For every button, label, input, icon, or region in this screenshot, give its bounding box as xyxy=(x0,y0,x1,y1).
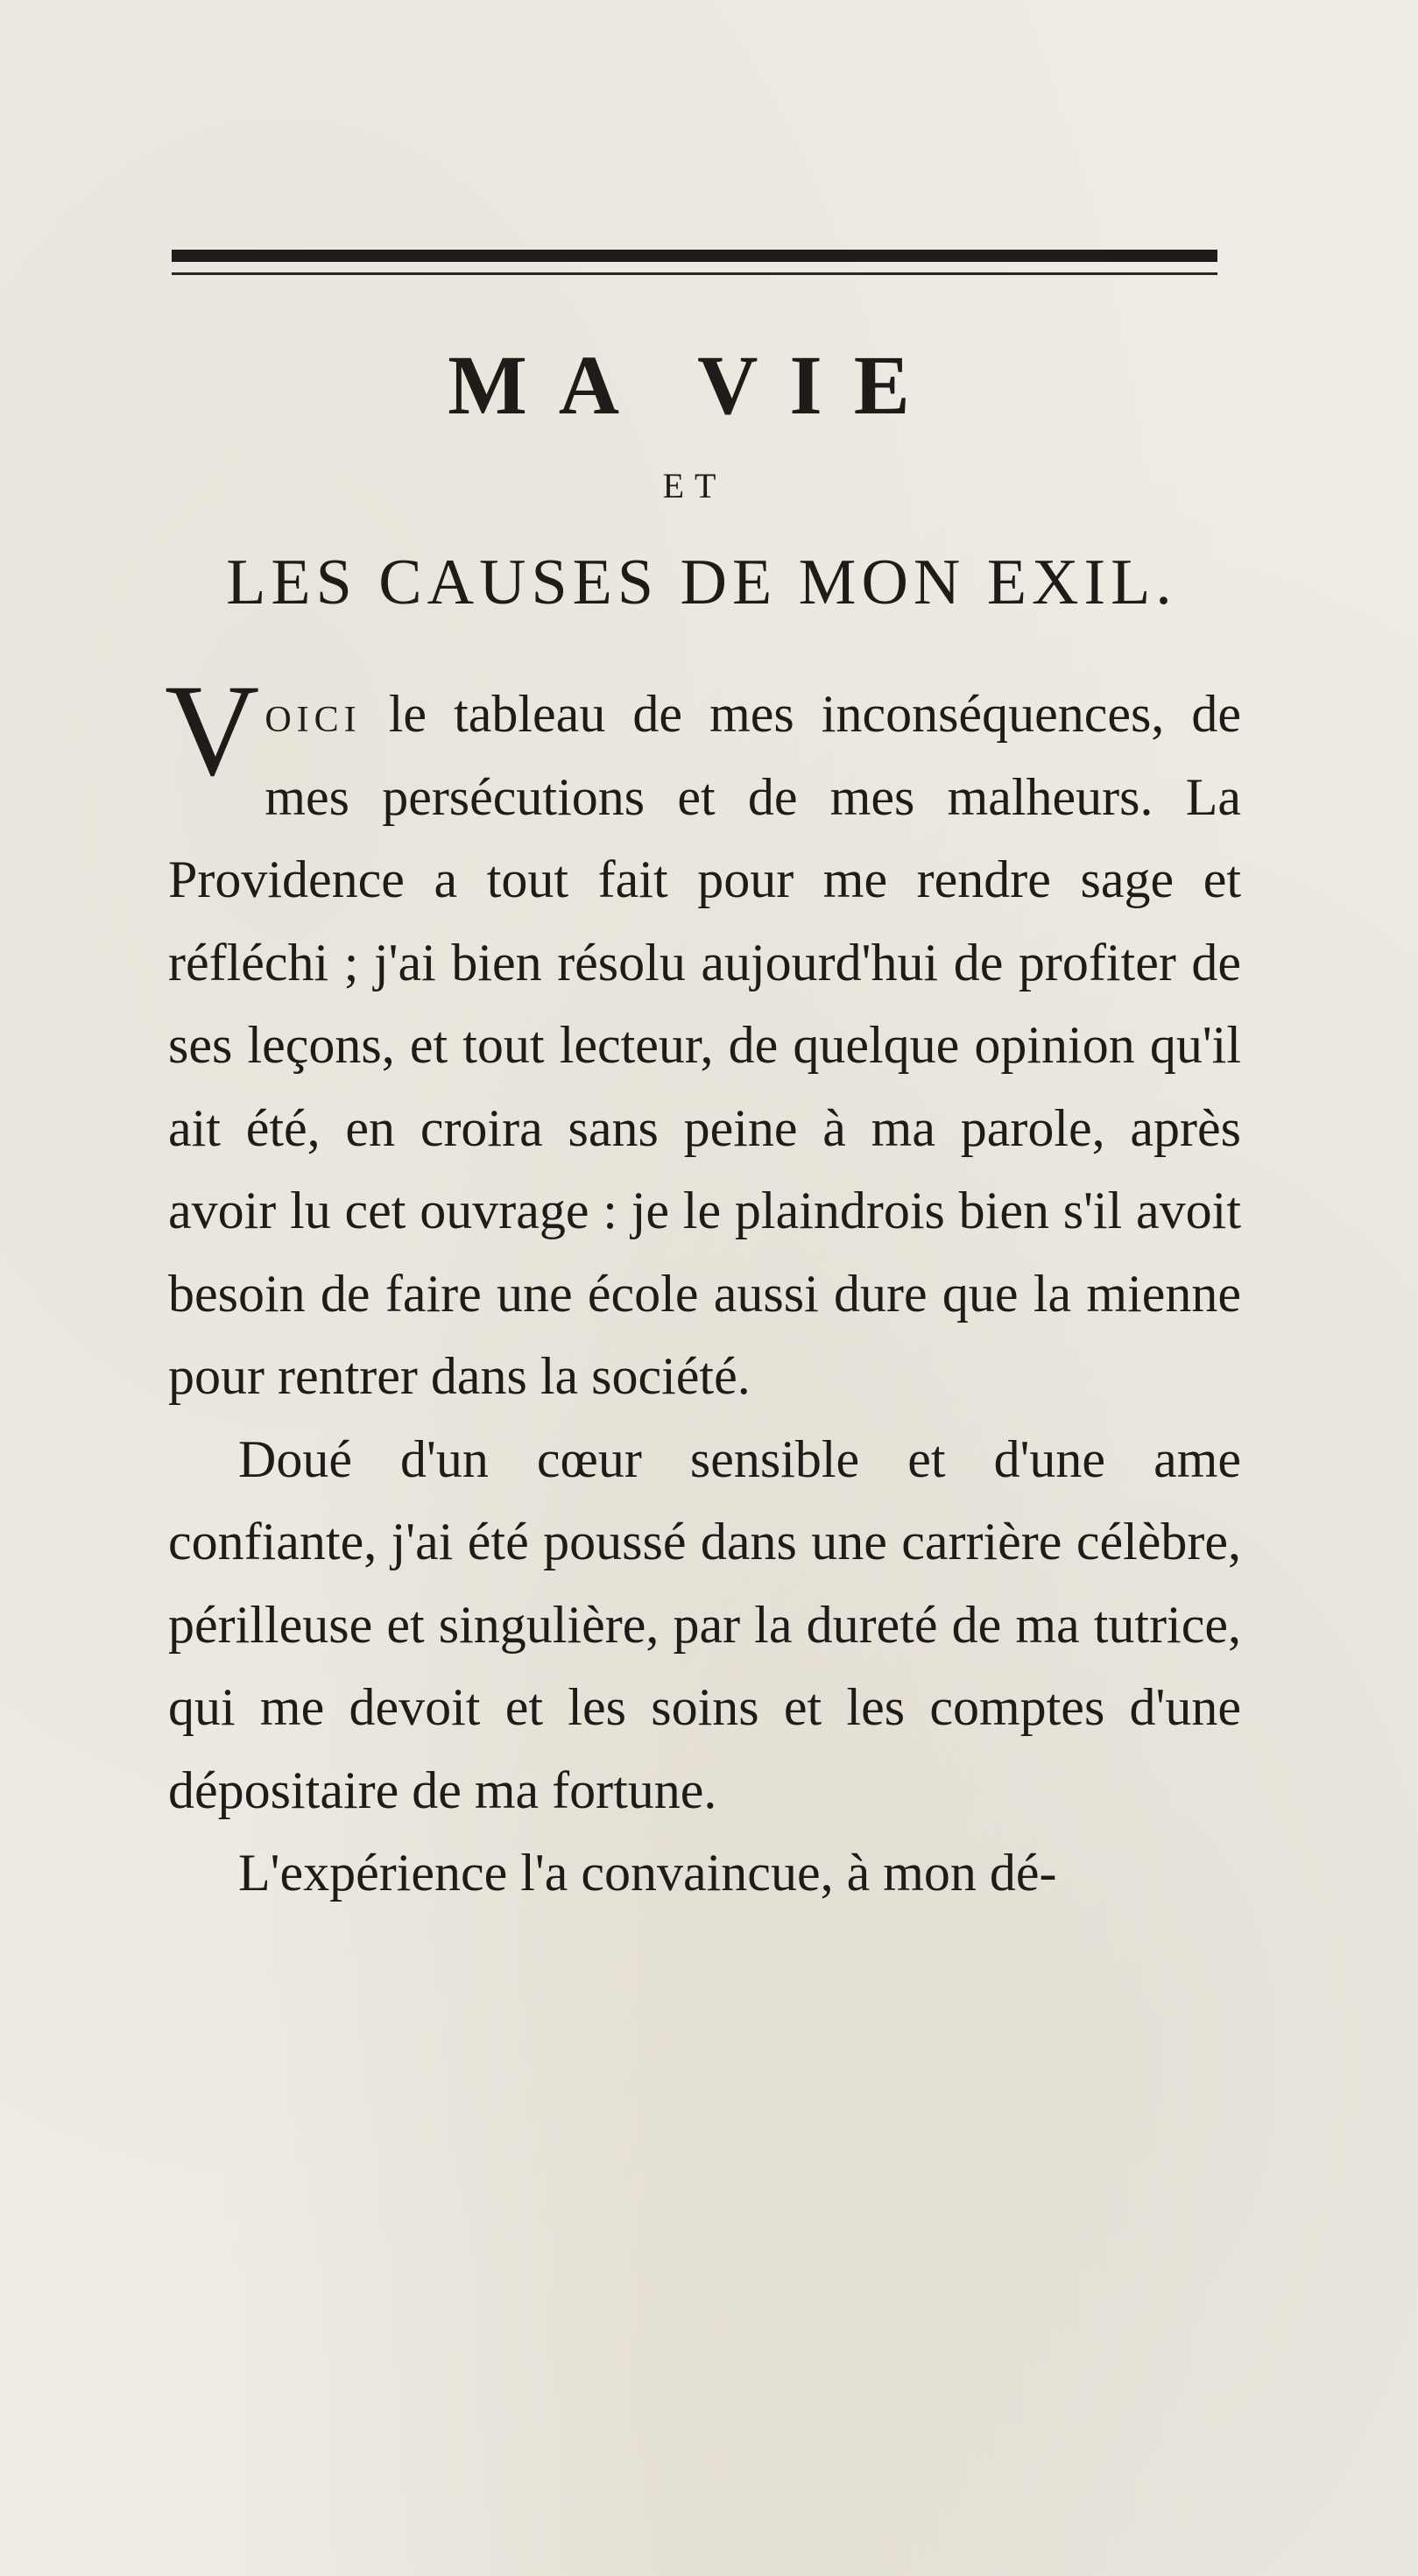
header-rule-thin xyxy=(172,272,1217,275)
drop-cap: V xyxy=(165,658,260,803)
header-rule-thick xyxy=(172,250,1217,262)
paragraph-1 xyxy=(165,658,1241,1418)
title-conjunction: ET xyxy=(662,466,727,505)
paragraph-1-text: le tableau de mes inconséquences, de mes persécutions et de mes malheurs. La Providence a tout fait pour me rendre sage et réfléchi ; j'ai bien résolu aujourd'hui de profiter de ses leçons, et tout lecteur, de quelque opinion qu'il ait été, en croira sans peine à ma parole, après avoir lu cet ouvrage : je le plaindrois bien s'il avoit besoin de faire une école aussi dure que la mienne pour rentrer dans la société. xyxy=(168,685,1241,1405)
body-text xyxy=(165,658,1241,1915)
chapter-title: MA VIE xyxy=(448,338,942,432)
chapter-subtitle: LES CAUSES DE MON EXIL. xyxy=(226,547,1177,618)
lead-smallcaps: oici xyxy=(265,685,362,743)
paragraph-3: L'expérience l'a convaincue, à mon dé- xyxy=(238,1844,1057,1902)
paragraph-2: Doué d'un cœur sensible et d'une ame confiante, j'ai été poussé dans une carrière célèbre, périlleuse et singulière, par la dureté de ma tutrice, qui me devoit et les soins et les comptes d'une dépositaire de ma fortune. xyxy=(168,1429,1241,1819)
